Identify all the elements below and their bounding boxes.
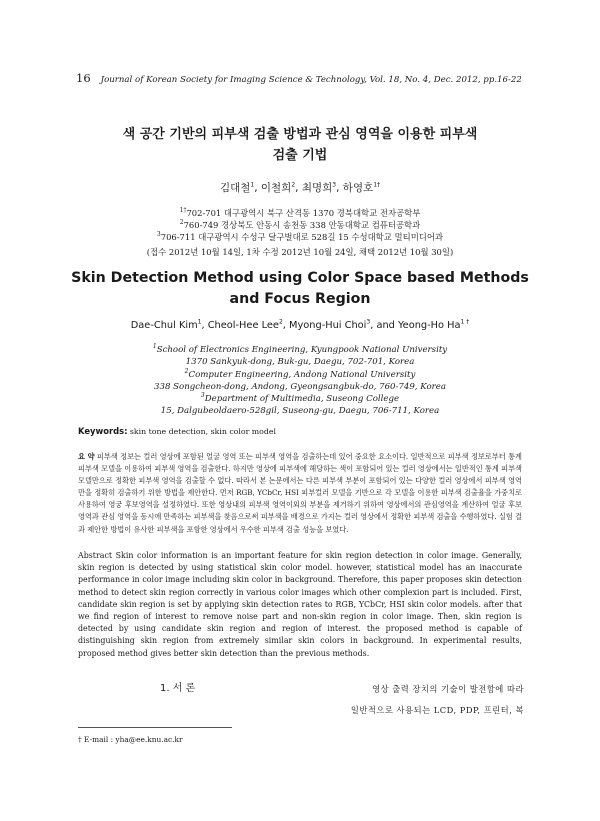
affiliation-mark: 3	[156, 231, 161, 239]
affiliation-text: 760-749 경상북도 안동시 송천동 338 안동대학교 컴퓨터공학과	[183, 220, 421, 230]
english-affiliation-line: $^1$School of Electronics Engineering, Kyungpook National University	[152, 343, 448, 355]
korean-affiliation	[0, 219, 600, 231]
affiliation-mark: 2	[184, 367, 189, 375]
english-affiliation-line: 1370 Sankyuk-dong, Buk-gu, Daegu, 702-701, Korea	[185, 357, 415, 368]
english-abstract-text: Skin color information is an important feature for skin region detection in color image. Generally, skin region is detected by using statistical skin color model. however, statistical model has an inaccurate performance in color image including skin color in background. Therefore, this paper proposes skin detection method to detect skin region correctly in various color images which other complexion part is included. First, candidate skin region is set by applying skin detection rates to RGB, YCbCr, HSI skin color models. after that we find region of interest to remove noise part and non-skin region in color image. Then, skin region is detected by using candidate skin region and region of interest. the proposed method is capable of distinguishing skin region from extremely similar skin colors in background. In experimental results, proposed method gives better skin detection than the previous methods.	[78, 551, 522, 658]
submission-dates: (접수 2012년 10월 14일, 1차 수정 2012년 10월 24일, 채택 2012년 10월 30일)	[146, 247, 454, 257]
english-author: Dae-Chul Kim	[130, 320, 198, 331]
korean-author: 하영호	[342, 182, 374, 194]
affiliation-mark: 1†	[179, 207, 187, 215]
keywords	[78, 426, 276, 436]
korean-abstract-text: 피부색 정보는 컬러 영상에 포함된 얼굴 영역 또는 피부색 영역을 검출하는데 있어 중요한 요소이다. 일반적으로 피부색 정보로부터 통계 피부색 모델을 이용하여 피부색 영역을 검출한다. 하지만 영상에 피부색에 해당하는 색이 포함되어 있는 컬러 영상에서는 일반적인 통계 피부색 모델만으로 정확한 피부색 영역을 검출할 수 없다. 따라서 본 논문에서는 다른 피부색 부분이 포함되어 있는 다양한 컬러 영상에서 피부색 영역만을 정확히 검출하기 위한 방법을 제안한다. 먼저 RGB, YCbCr, HSI 피부컬러 모델을 기반으로 각 모델을 이용한 피부색 검출율을 가중치로 사용하여 영궁 후보영역을 설정하였다. 또한 영상내의 피부색 영역이외의 부분을 제거하기 위하여 영상에서의 관심영역을 계산하여 얼굴 후보 영역과 관심 영역을 동시에 만족하는 피부색을 찾음으로써 피부색을 배경으로 가지는 컬러 영상에서 정확한 피부색 검출을 수행하였다. 실험 결과 제안한 방법이 유사한 피부색을 포함한 영상에서 우수한 피부색 검출 성능을 보였다.	[78, 452, 522, 534]
author-mark: 1	[250, 181, 255, 189]
author-mark: 3	[332, 181, 337, 189]
body-line: 영상 출력 장치의 기술이 발전함에 따라	[372, 684, 524, 694]
affiliation-mark: 1	[152, 343, 157, 351]
footnote-email: † E-mail : yha@ee.knu.ac.kr	[78, 735, 183, 744]
english-abstract-label: Abstract	[78, 551, 113, 560]
english-title	[60, 268, 540, 310]
english-affiliation-line: $^3$Department of Multimedia, Suseong College	[200, 392, 400, 405]
english-author: and Yeong-Ho Ha	[376, 320, 461, 331]
english-affiliations	[0, 344, 600, 418]
body-text	[300, 679, 524, 721]
korean-author: 최명희	[301, 182, 333, 194]
korean-title	[40, 124, 560, 166]
author-mark: 1	[197, 318, 202, 326]
keywords-text: skin tone detection, skin color model	[127, 427, 276, 436]
korean-abstract	[78, 451, 522, 536]
author-mark: 3	[366, 318, 371, 326]
korean-affiliations	[0, 207, 600, 243]
korean-author: 김대철	[219, 182, 251, 194]
author-mark: 2	[291, 181, 296, 189]
korean-author: 이철희	[260, 182, 292, 194]
affiliation-mark: 3	[200, 392, 205, 400]
english-title-line-2: and Focus Region	[229, 291, 371, 307]
author-mark: 2	[278, 318, 283, 326]
affiliation-mark: 2	[179, 219, 184, 227]
section-heading: 1. 서 론	[160, 683, 196, 694]
english-authors: Dae-Chul Kim$^1$, Cheol-Hee Lee$^2$, Myong-Hui Choi$^3$, and Yeong-Ho $Ha^{1 \dagger}$	[130, 318, 470, 331]
english-affiliation-line: $^2$Computer Engineering, Andong National University	[184, 367, 416, 380]
english-affiliation-line: 15, Dalgubeoldaero-528gil, Suseong-gu, Daegu, 706-711, Korea	[160, 406, 440, 417]
korean-affiliation	[0, 207, 600, 219]
author-mark: 1 †	[460, 318, 470, 326]
running-header	[76, 71, 522, 85]
korean-title-line-1: 색 공간 기반의 피부색 검출 방법과 관심 영역을 이용한 피부색	[122, 127, 478, 142]
english-author: Cheol-Hee Lee	[207, 320, 279, 331]
affiliation-text: 702-701 대구광역시 북구 산격동 1370 경북대학교 전자공학부	[186, 208, 421, 218]
korean-affiliation	[0, 231, 600, 243]
english-affiliation-line: 338 Songcheon-dong, Andong, Gyeongsangbuk-do, 760-749, Korea	[154, 381, 446, 392]
footnote-divider	[78, 727, 232, 728]
affiliation-text: 706-711 대구광역시 수성구 달구벌대로 528길 15 수성대학교 멀티미디어과	[160, 232, 444, 242]
journal-citation: Journal of Korean Society for Imaging Science & Technology, Vol. 18, No. 4, Dec. 2012, pp.16-22	[100, 75, 522, 85]
english-title-line-1: Skin Detection Method using Color Space based Methods	[71, 270, 529, 286]
english-author: Myong-Hui Choi	[289, 320, 367, 331]
korean-authors: 김대철$^1$, 이철희$^2$, 최명희$^3$, 하영호$^{1\dagger}$	[219, 181, 381, 194]
body-line: 일반적으로 사용되는 LCD, PDP, 프린터, 복	[350, 705, 524, 715]
korean-abstract-label: 요 약	[78, 452, 95, 461]
korean-title-line-2: 검출 기법	[272, 148, 328, 163]
page-number: 16	[76, 71, 91, 85]
author-mark: 1†	[373, 181, 381, 189]
english-abstract	[78, 550, 522, 660]
keywords-label: Keywords:	[78, 426, 128, 436]
